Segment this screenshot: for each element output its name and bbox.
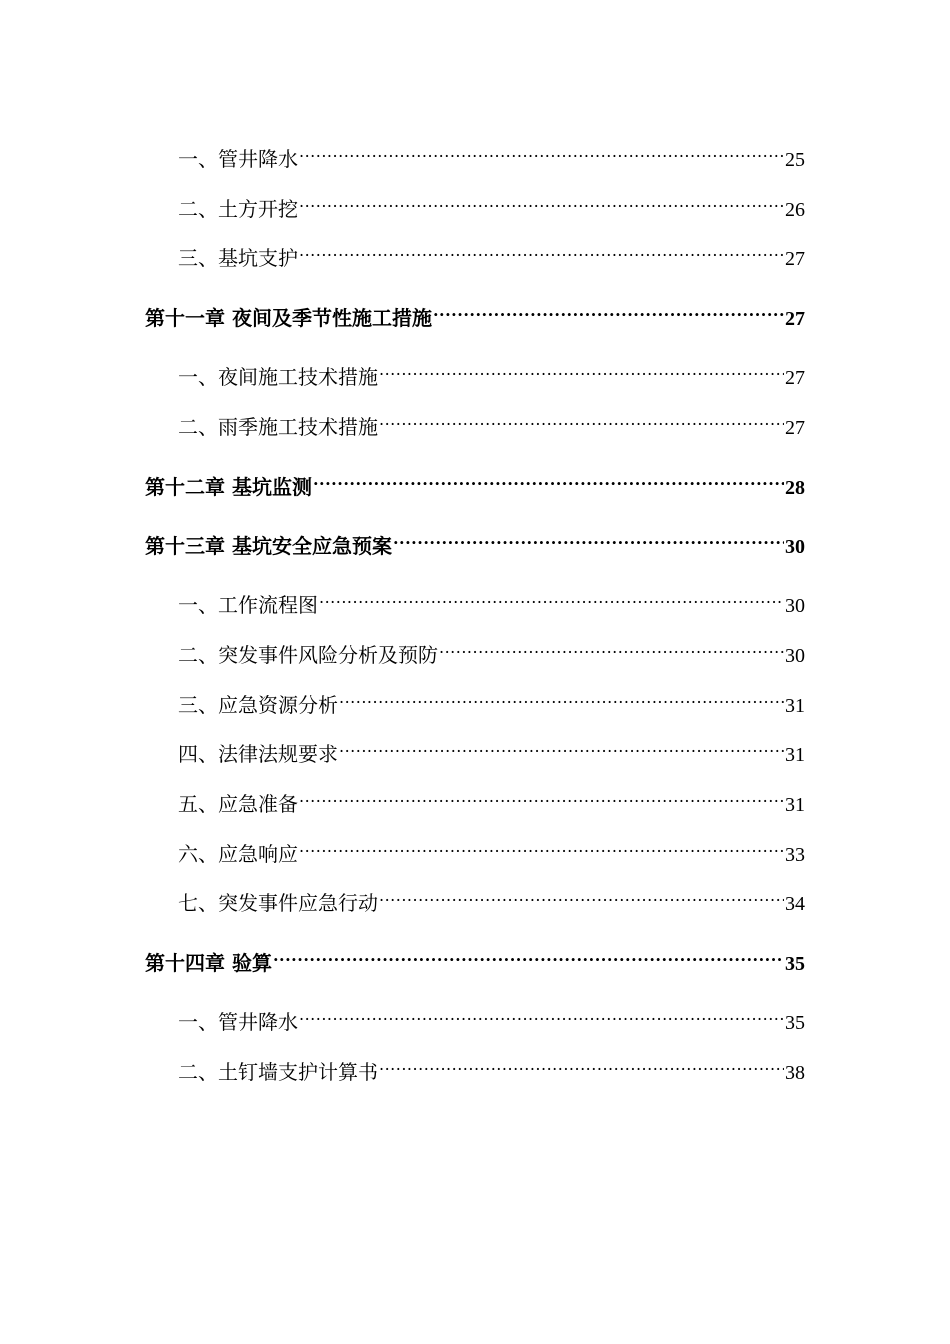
toc-entry-title: 第十一章 夜间及季节性施工措施 bbox=[145, 306, 432, 330]
dot-leader bbox=[379, 404, 784, 434]
toc-entry[interactable] bbox=[178, 1049, 805, 1084]
dot-leader bbox=[379, 354, 784, 384]
dot-leader bbox=[299, 999, 784, 1029]
toc-entry-title: 七、突发事件应急行动 bbox=[178, 891, 378, 915]
toc-entry-page: 34 bbox=[785, 893, 805, 915]
dot-leader bbox=[299, 136, 784, 166]
toc-entry[interactable] bbox=[178, 731, 805, 766]
toc-entry-page: 27 bbox=[785, 248, 805, 270]
toc-entry[interactable] bbox=[178, 582, 805, 617]
toc-entry-title: 第十三章 基坑安全应急预案 bbox=[145, 534, 392, 558]
toc-chapter-entry[interactable] bbox=[145, 940, 805, 975]
dot-leader bbox=[379, 880, 784, 910]
toc-entry-page: 35 bbox=[785, 953, 805, 975]
toc-entry[interactable] bbox=[178, 682, 805, 717]
toc-entry[interactable] bbox=[178, 831, 805, 866]
dot-leader bbox=[299, 831, 784, 861]
toc-chapter-entry[interactable] bbox=[145, 295, 805, 330]
toc-entry-page: 30 bbox=[785, 536, 805, 558]
toc-entry[interactable] bbox=[178, 999, 805, 1034]
toc-chapter-entry[interactable] bbox=[145, 523, 805, 558]
toc-chapter-entry[interactable] bbox=[145, 464, 805, 499]
toc-entry-title: 第十二章 基坑监测 bbox=[145, 475, 312, 499]
dot-leader bbox=[299, 781, 784, 811]
toc-entry-page: 30 bbox=[785, 595, 805, 617]
dot-leader bbox=[273, 940, 784, 970]
toc-entry-title: 二、土钉墙支护计算书 bbox=[178, 1060, 378, 1084]
dot-leader bbox=[319, 582, 784, 612]
toc-entry-page: 28 bbox=[785, 477, 805, 499]
toc-entry-page: 27 bbox=[785, 367, 805, 389]
toc-entry-title: 第十四章 验算 bbox=[145, 951, 272, 975]
toc-entry-page: 31 bbox=[785, 744, 805, 766]
dot-leader bbox=[339, 682, 784, 712]
toc-entry[interactable] bbox=[178, 632, 805, 667]
toc-entry-page: 27 bbox=[785, 308, 805, 330]
toc-entry-title: 一、管井降水 bbox=[178, 147, 298, 171]
toc-entry-title: 一、管井降水 bbox=[178, 1010, 298, 1034]
toc-entry-title: 一、工作流程图 bbox=[178, 593, 318, 617]
dot-leader bbox=[393, 523, 784, 553]
dot-leader bbox=[433, 295, 784, 325]
toc-entry-title: 五、应急准备 bbox=[178, 792, 298, 816]
toc-entry[interactable] bbox=[178, 404, 805, 439]
toc-entry-page: 31 bbox=[785, 695, 805, 717]
toc-entry-page: 25 bbox=[785, 149, 805, 171]
toc-entry-page: 30 bbox=[785, 645, 805, 667]
toc-entry-page: 35 bbox=[785, 1012, 805, 1034]
dot-leader bbox=[339, 731, 784, 761]
dot-leader bbox=[379, 1049, 784, 1079]
toc-entry-title: 六、应急响应 bbox=[178, 842, 298, 866]
toc-entry[interactable] bbox=[178, 136, 805, 171]
toc-entry-title: 三、基坑支护 bbox=[178, 246, 298, 270]
toc-entry-title: 一、夜间施工技术措施 bbox=[178, 365, 378, 389]
toc-entry[interactable] bbox=[178, 880, 805, 915]
toc-entry-page: 26 bbox=[785, 199, 805, 221]
dot-leader bbox=[439, 632, 784, 662]
dot-leader bbox=[313, 464, 784, 494]
toc-entry-title: 二、雨季施工技术措施 bbox=[178, 415, 378, 439]
dot-leader bbox=[299, 235, 784, 265]
toc-entry-page: 27 bbox=[785, 417, 805, 439]
toc-entry-page: 33 bbox=[785, 844, 805, 866]
toc-entry-title: 二、突发事件风险分析及预防 bbox=[178, 643, 438, 667]
toc-entry[interactable] bbox=[178, 186, 805, 221]
dot-leader bbox=[299, 186, 784, 216]
toc-entry-page: 31 bbox=[785, 794, 805, 816]
toc-entry-title: 四、法律法规要求 bbox=[178, 742, 338, 766]
toc-entry-title: 二、土方开挖 bbox=[178, 197, 298, 221]
toc-entry[interactable] bbox=[178, 781, 805, 816]
toc-entry-page: 38 bbox=[785, 1062, 805, 1084]
toc-entry-title: 三、应急资源分析 bbox=[178, 693, 338, 717]
toc-entry[interactable] bbox=[178, 235, 805, 270]
toc-entry[interactable] bbox=[178, 354, 805, 389]
